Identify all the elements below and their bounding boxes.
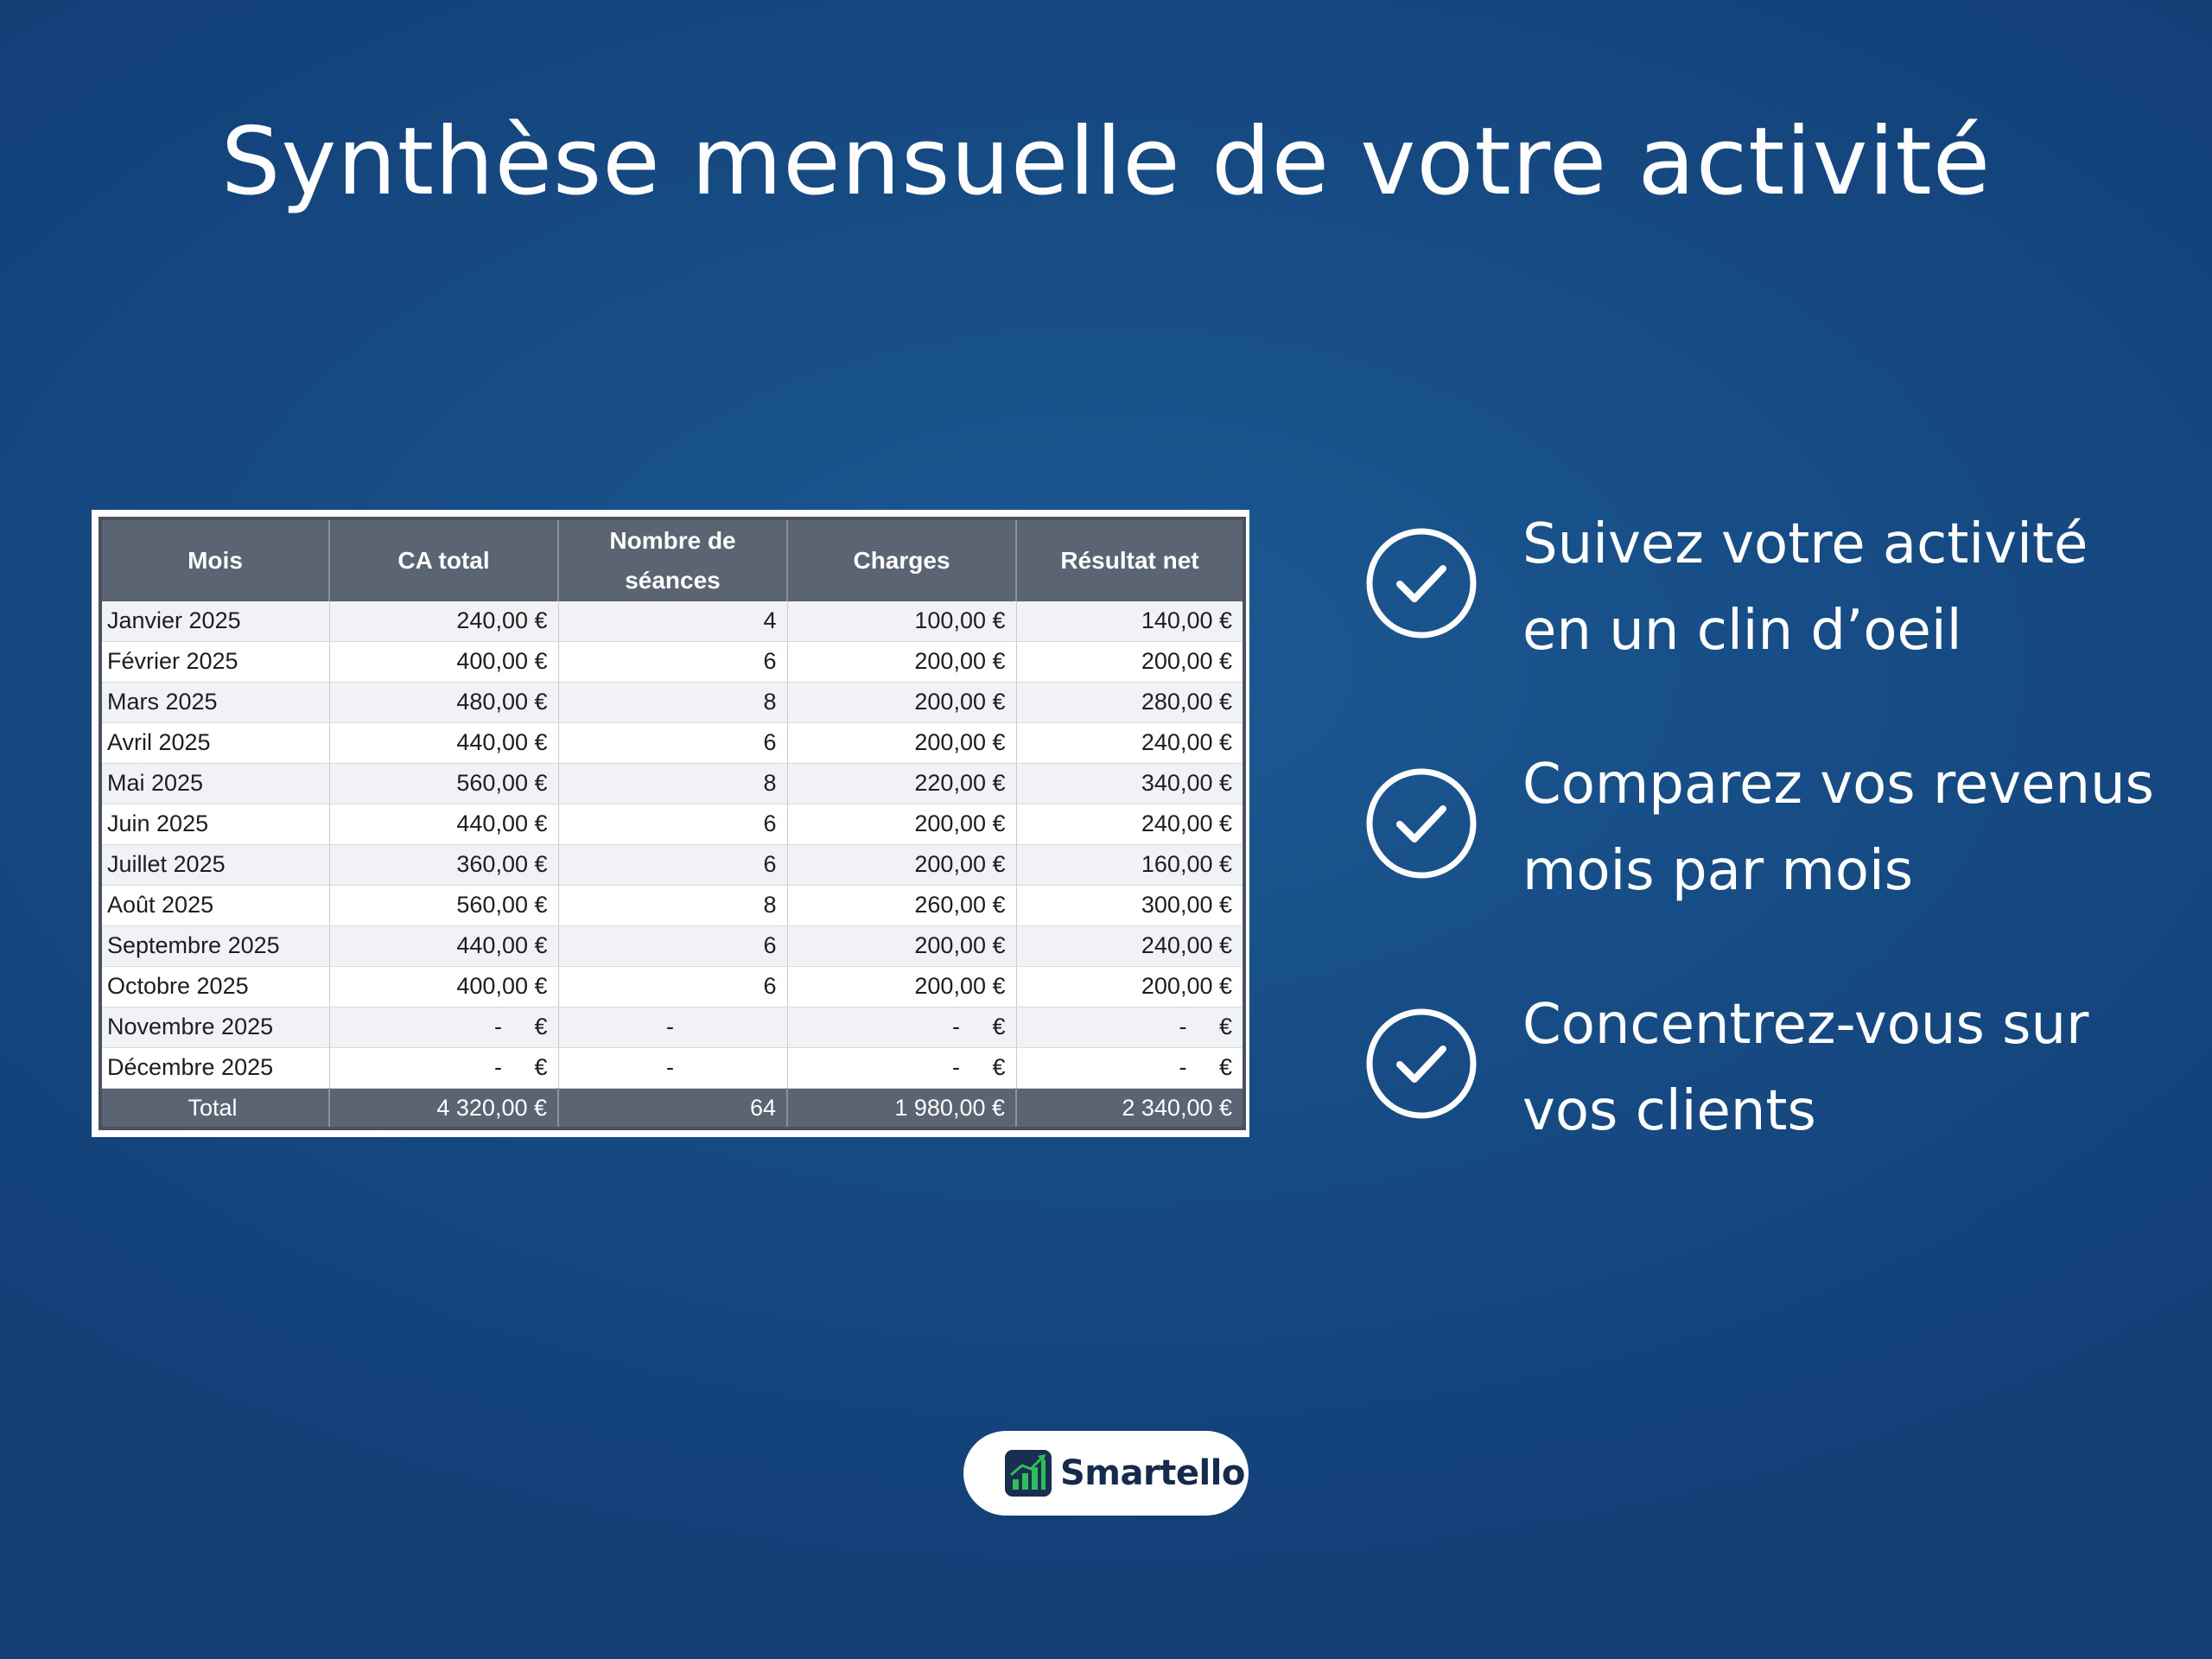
summary-table-container	[92, 510, 1249, 1137]
header-ca-total: CA total	[329, 518, 558, 601]
cell-nombre-seances: 6	[558, 925, 787, 966]
cell-ca-total: 560,00 €	[329, 885, 558, 925]
cell-resultat-net: 140,00 €	[1016, 601, 1244, 641]
total-charges: 1 980,00 €	[787, 1089, 1016, 1129]
header-charges: Charges	[787, 518, 1016, 601]
cell-ca-total: 440,00 €	[329, 804, 558, 844]
header-mois: Mois	[100, 518, 329, 601]
cell-mois: Janvier 2025	[100, 601, 329, 641]
cell-resultat-net: 160,00 €	[1016, 844, 1244, 885]
table-total-row	[100, 1089, 1244, 1129]
cell-nombre-seances: 4	[558, 601, 787, 641]
cell-ca-total: 440,00 €	[329, 722, 558, 763]
table-row	[100, 804, 1244, 844]
table-row	[100, 641, 1244, 682]
cell-charges: - €	[787, 1007, 1016, 1047]
cell-mois: Mars 2025	[100, 682, 329, 722]
feature-text-line1: Suivez votre activité	[1522, 512, 2088, 576]
feature-text-line1: Concentrez-vous sur	[1522, 993, 2089, 1057]
check-circle-icon	[1365, 527, 1478, 639]
cell-resultat-net: 280,00 €	[1016, 682, 1244, 722]
cell-resultat-net: - €	[1016, 1047, 1244, 1088]
total-resultat-net: 2 340,00 €	[1016, 1089, 1244, 1129]
feature-text-line2: en un clin d’oeil	[1522, 599, 1962, 663]
cell-ca-total: 240,00 €	[329, 601, 558, 641]
brand-name: Smartello	[1060, 1453, 1245, 1493]
cell-ca-total: - €	[329, 1047, 558, 1088]
cell-nombre-seances: 8	[558, 763, 787, 804]
cell-mois: Juin 2025	[100, 804, 329, 844]
cell-mois: Mai 2025	[100, 763, 329, 804]
header-nombre-seances-line2: séances	[625, 567, 721, 594]
cell-nombre-seances: -	[558, 1047, 787, 1088]
total-ca: 4 320,00 €	[329, 1089, 558, 1129]
header-nombre-seances-line1: Nombre de	[609, 527, 736, 554]
cell-mois: Novembre 2025	[100, 1007, 329, 1047]
cell-charges: 200,00 €	[787, 966, 1016, 1007]
cell-mois: Décembre 2025	[100, 1047, 329, 1088]
cell-charges: 200,00 €	[787, 844, 1016, 885]
feature-item-suivez	[1365, 501, 2195, 674]
cell-mois: Août 2025	[100, 885, 329, 925]
cell-ca-total: 440,00 €	[329, 925, 558, 966]
cell-ca-total: 400,00 €	[329, 966, 558, 1007]
feature-text	[1522, 741, 2196, 914]
table-row	[100, 601, 1244, 641]
cell-resultat-net: 240,00 €	[1016, 722, 1244, 763]
monthly-summary-table	[99, 517, 1246, 1130]
cell-resultat-net: 340,00 €	[1016, 763, 1244, 804]
cell-ca-total: 400,00 €	[329, 641, 558, 682]
header-nombre-seances	[558, 518, 787, 601]
table-row	[100, 925, 1244, 966]
check-circle-icon	[1365, 767, 1478, 880]
cell-nombre-seances: 8	[558, 682, 787, 722]
table-row	[100, 885, 1244, 925]
check-circle-icon	[1365, 1007, 1478, 1120]
cell-charges: 260,00 €	[787, 885, 1016, 925]
cell-resultat-net: 240,00 €	[1016, 925, 1244, 966]
feature-text-line2: vos clients	[1522, 1079, 1816, 1143]
cell-charges: 200,00 €	[787, 641, 1016, 682]
cell-resultat-net: 300,00 €	[1016, 885, 1244, 925]
cell-mois: Septembre 2025	[100, 925, 329, 966]
cell-nombre-seances: 6	[558, 966, 787, 1007]
cell-charges: 220,00 €	[787, 763, 1016, 804]
cell-resultat-net: 240,00 €	[1016, 804, 1244, 844]
cell-charges: 200,00 €	[787, 925, 1016, 966]
cell-charges: 200,00 €	[787, 804, 1016, 844]
page-title: Synthèse mensuelle de votre activité	[220, 108, 1992, 216]
table-row	[100, 966, 1244, 1007]
cell-nombre-seances: 6	[558, 641, 787, 682]
cell-charges: - €	[787, 1047, 1016, 1088]
feature-text	[1522, 501, 2196, 674]
table-row	[100, 1007, 1244, 1047]
cell-nombre-seances: 6	[558, 804, 787, 844]
header-resultat-net: Résultat net	[1016, 518, 1244, 601]
table-header-row	[100, 518, 1244, 601]
cell-mois: Avril 2025	[100, 722, 329, 763]
table-row	[100, 1047, 1244, 1088]
cell-resultat-net: 200,00 €	[1016, 966, 1244, 1007]
cell-ca-total: - €	[329, 1007, 558, 1047]
cell-nombre-seances: 8	[558, 885, 787, 925]
cell-nombre-seances: 6	[558, 722, 787, 763]
cell-charges: 100,00 €	[787, 601, 1016, 641]
cell-resultat-net: - €	[1016, 1007, 1244, 1047]
cell-ca-total: 480,00 €	[329, 682, 558, 722]
cell-nombre-seances: 6	[558, 844, 787, 885]
feature-text	[1522, 982, 2196, 1154]
cell-charges: 200,00 €	[787, 722, 1016, 763]
table-row	[100, 682, 1244, 722]
table-row	[100, 722, 1244, 763]
brand-logo	[963, 1431, 1249, 1516]
feature-text-line1: Comparez vos revenus	[1522, 753, 2154, 817]
cell-resultat-net: 200,00 €	[1016, 641, 1244, 682]
cell-mois: Juillet 2025	[100, 844, 329, 885]
cell-ca-total: 560,00 €	[329, 763, 558, 804]
cell-mois: Octobre 2025	[100, 966, 329, 1007]
table-row	[100, 844, 1244, 885]
total-label: Total	[100, 1089, 329, 1129]
feature-item-comparez	[1365, 741, 2195, 914]
cell-charges: 200,00 €	[787, 682, 1016, 722]
cell-mois: Février 2025	[100, 641, 329, 682]
table-row	[100, 763, 1244, 804]
total-nombre-seances: 64	[558, 1089, 787, 1129]
feature-item-concentrez	[1365, 982, 2195, 1154]
feature-text-line2: mois par mois	[1522, 839, 1914, 903]
bar-chart-growth-icon	[1005, 1450, 1052, 1497]
cell-ca-total: 360,00 €	[329, 844, 558, 885]
cell-nombre-seances: -	[558, 1007, 787, 1047]
